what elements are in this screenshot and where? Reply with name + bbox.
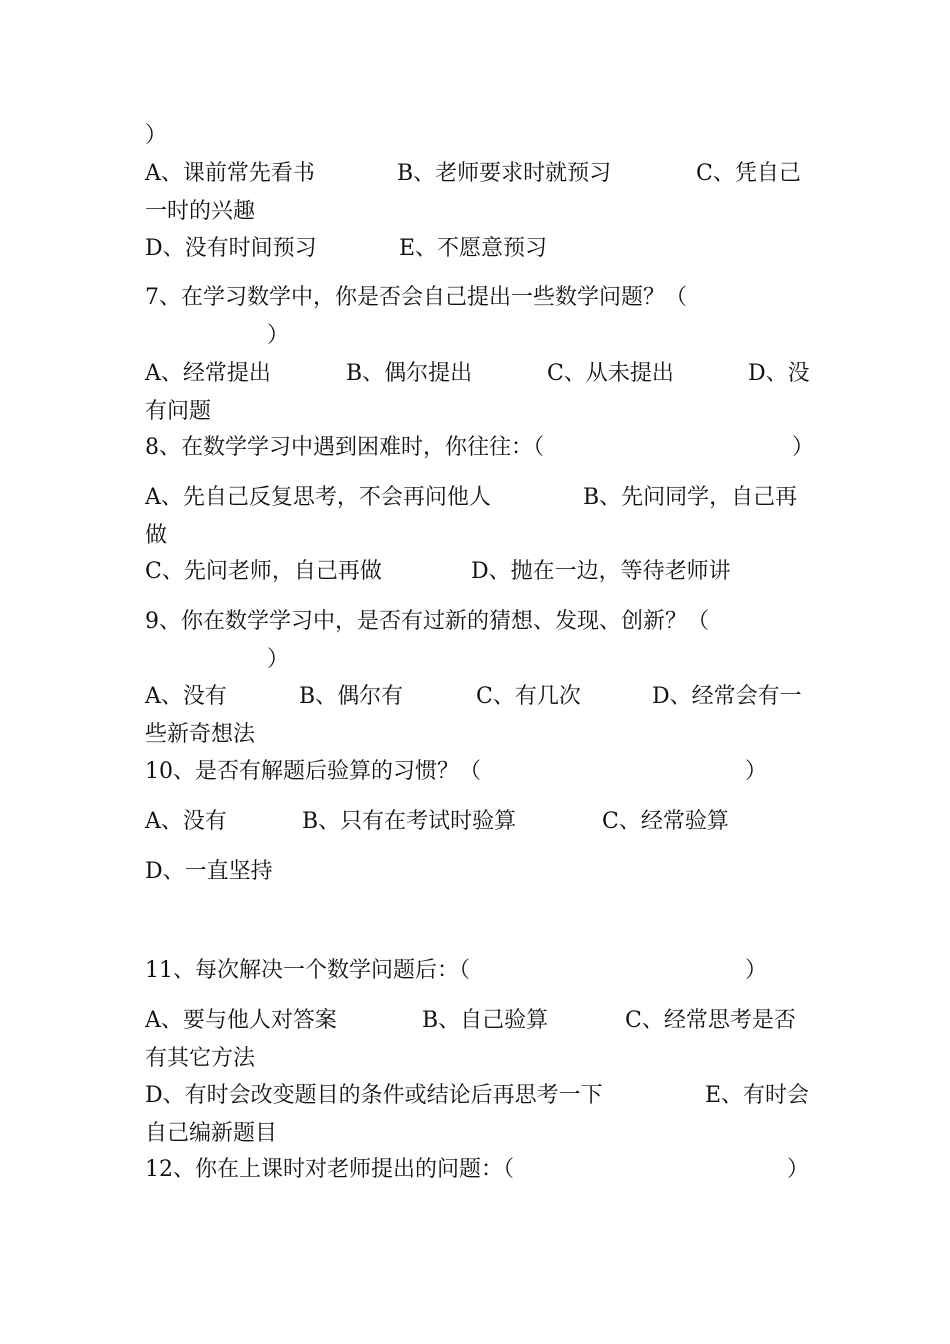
q12-question: 12、你在上课时对老师提出的问题：（ (145, 1157, 514, 1182)
q7-option-a: A、经常提出 (145, 361, 271, 386)
q8-option-a: A、先自己反复思考，不会再问他人 (145, 485, 491, 510)
q11-option-c-cont: 有其它方法 (145, 1046, 256, 1071)
q8-option-b: B、先问同学，自己再 (583, 485, 798, 510)
q8-option-c: C、先问老师，自己再做 (145, 559, 382, 584)
q8-option-b-cont: 做 (145, 523, 168, 548)
q9-option-c: C、有几次 (476, 684, 581, 709)
q11-close-paren: ） (745, 958, 768, 983)
q11-question: 11、每次解决一个数学问题后：（ (145, 958, 470, 983)
q10-option-c: C、经常验算 (602, 809, 729, 834)
q9-question: 9、你在数学学习中，是否有过新的猜想、发现、创新？（ (145, 609, 709, 634)
q8-option-d: D、抛在一边，等待老师讲 (471, 559, 731, 584)
q7-close-paren: ） (267, 323, 290, 348)
q11-option-a: A、要与他人对答案 (145, 1008, 337, 1033)
q6-option-b: B、老师要求时就预习 (397, 161, 612, 186)
q9-close-paren: ） (267, 647, 290, 672)
q9-option-b: B、偶尔有 (299, 684, 404, 709)
q11-option-e: E、有时会 (705, 1083, 810, 1108)
q8-question: 8、在数学学习中遇到困难时，你往往：（ (145, 435, 544, 460)
q7-option-b: B、偶尔提出 (346, 361, 473, 386)
q6-option-d: D、没有时间预习 (145, 236, 317, 261)
q10-close-paren: ） (745, 759, 768, 784)
q7-option-c: C、从未提出 (547, 361, 674, 386)
q7-option-d: D、没 (748, 361, 810, 386)
q9-option-d: D、经常会有一 (652, 684, 802, 709)
q6-close-paren: ） (145, 123, 168, 148)
q6-option-a: A、课前常先看书 (145, 161, 315, 186)
q6-option-e: E、不愿意预习 (399, 236, 548, 261)
q10-option-b: B、只有在考试时验算 (302, 809, 517, 834)
q8-close-paren: ） (792, 435, 815, 460)
q10-option-d: D、一直坚持 (145, 859, 273, 884)
q12-close-paren: ） (787, 1157, 810, 1182)
q9-option-d-cont: 些新奇想法 (145, 722, 256, 747)
q11-option-d: D、有时会改变题目的条件或结论后再思考一下 (145, 1083, 603, 1108)
q9-option-a: A、没有 (145, 684, 227, 709)
q11-option-e-cont: 自己编新题目 (145, 1121, 278, 1146)
q10-question: 10、是否有解题后验算的习惯？（ (145, 759, 481, 784)
q11-option-c: C、经常思考是否 (625, 1008, 796, 1033)
q7-question: 7、在学习数学中，你是否会自己提出一些数学问题？（ (145, 285, 687, 310)
q6-option-c-cont: 一时的兴趣 (145, 199, 256, 224)
q11-option-b: B、自己验算 (422, 1008, 549, 1033)
q6-option-c: C、凭自己 (696, 161, 801, 186)
q7-option-d-cont: 有问题 (145, 399, 212, 424)
q10-option-a: A、没有 (145, 809, 227, 834)
